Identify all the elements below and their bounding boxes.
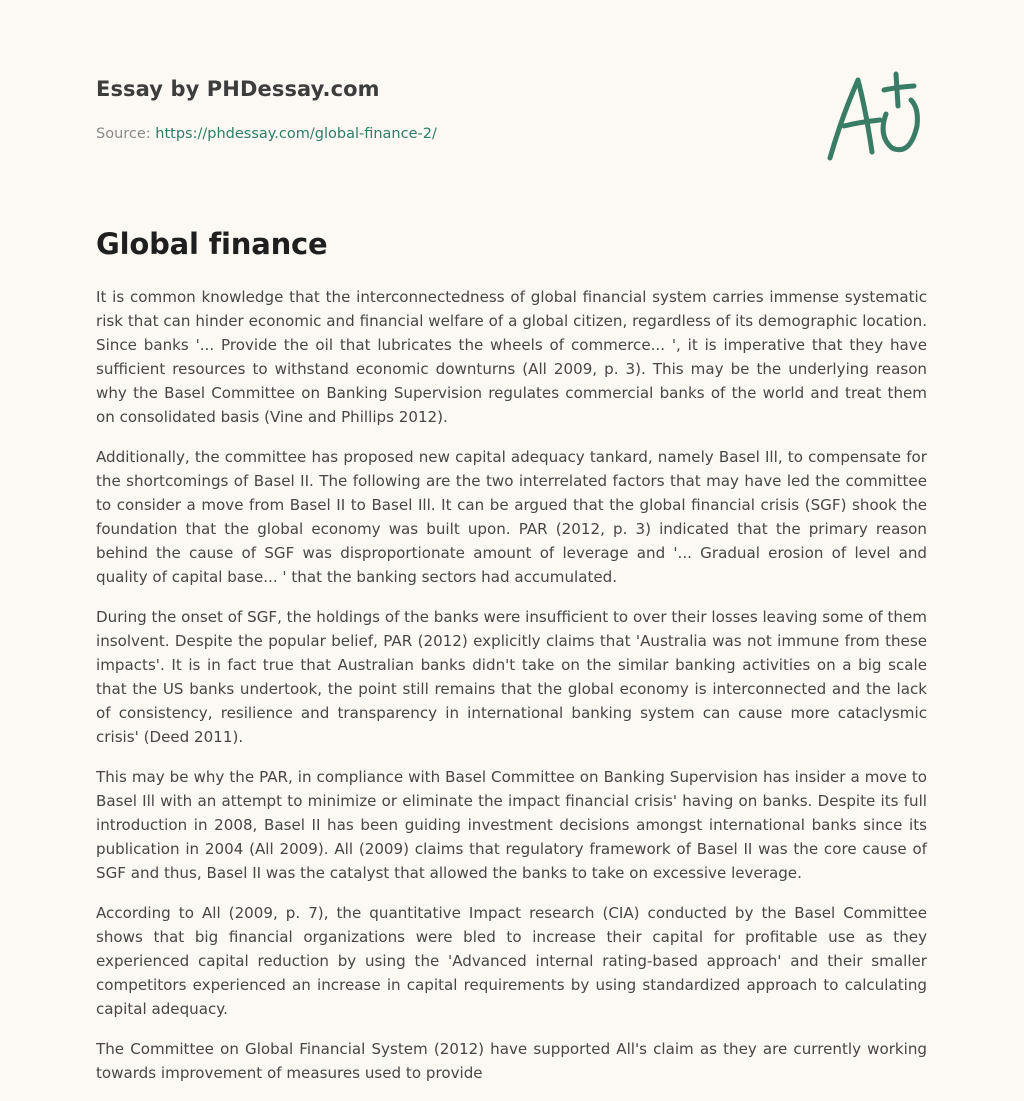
source-line bbox=[96, 124, 437, 144]
paragraph: This may be why the PAR, in compliance with Basel Committee on Banking Supervision has insider a move to Basel Ill with an attempt to minimize or eliminate the impact financial crisis' having on banks. Despite its full introduction in 2008, Basel II has been guiding investment decisions amongst international banks since its publication in 2004 (All 2009). All (2009) claims that regulatory framework of Basel II was the core cause of SGF and thus, Basel II was the catalyst that allowed the banks to take on excessive leverage. bbox=[96, 768, 927, 882]
essay-body bbox=[96, 285, 927, 1101]
source-label: Source: bbox=[96, 126, 151, 142]
a-plus-logo-icon bbox=[820, 66, 930, 166]
essay-title: Global finance bbox=[96, 227, 328, 261]
paragraph: It is common knowledge that the interconnectedness of global financial system carries immense systematic risk that can hinder economic and financial welfare of a global citizen, regardless of its demographic location. Since banks '... Provide the oil that lubricates the wheels of commerce... ', it is imperative that they have sufficient resources to withstand economic downturns (All 2009, p. 3). This may be the underlying reason why the Basel Committee on Banking Supervision regulates commercial banks of the world and treat them on consolidated basis (Vine and Phillips 2012). bbox=[96, 288, 927, 426]
paragraph: According to All (2009, p. 7), the quantitative Impact research (CIA) conducted by the Basel Committee shows that big financial organizations were bled to increase their capital for profitable use as they experienced capital reduction by using the 'Advanced internal rating-based approach' and their smaller competitors experienced an increase in capital requirements by using standardized approach to calculating capital adequacy. bbox=[96, 904, 927, 1018]
page-header bbox=[96, 74, 928, 174]
paragraph: Additionally, the committee has proposed new capital adequacy tankard, namely Basel Ill, to compensate for the shortcomings of Basel II. The following are the two interrelated factors that may have led the committee to consider a move from Basel II to Basel Ill. It can be argued that the global financial crisis (SGF) shook the foundation that the global economy was built upon. PAR (2012, p. 3) indicated that the primary reason behind the cause of SGF was disproportionate amount of leverage and '... Gradual erosion of level and quality of capital base... ' that the banking sectors had accumulated. bbox=[96, 448, 927, 586]
site-title: Essay by PHDessay.com bbox=[96, 77, 380, 101]
source-link[interactable]: https://phdessay.com/global-finance-2/ bbox=[155, 126, 437, 142]
paragraph: During the onset of SGF, the holdings of the banks were insufficient to over their losses leaving some of them insolvent. Despite the popular belief, PAR (2012) explicitly claims that 'Australia was not immune from these impacts'. It is in fact true that Australian banks didn't take on the similar banking activities on a big scale that the US banks undertook, the point still remains that the global economy is interconnected and the lack of consistency, resilience and transparency in international banking system can cause more cataclysmic crisis' (Deed 2011). bbox=[96, 608, 927, 746]
paragraph: The Committee on Global Financial System (2012) have supported All's claim as they are currently working towards improvement of measures used to provide bbox=[96, 1040, 927, 1082]
